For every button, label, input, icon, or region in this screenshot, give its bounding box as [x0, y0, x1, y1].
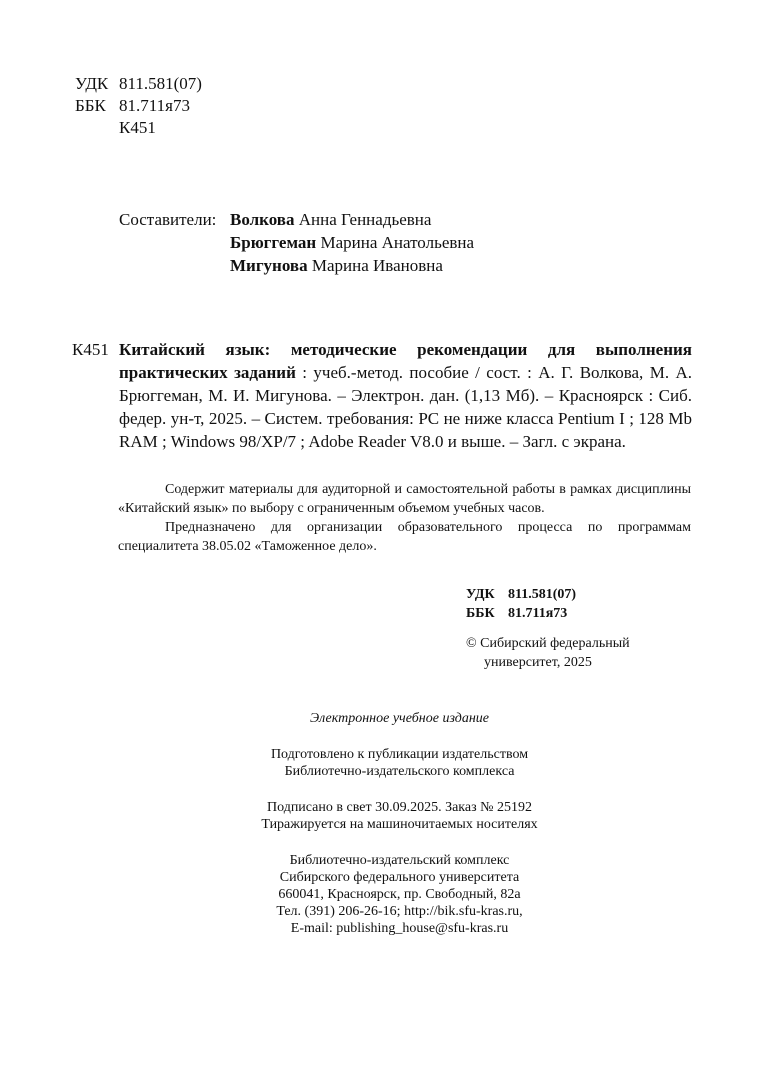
publisher-contacts: Тел. (391) 206-26-16; http://bik.sfu-kras.ru, [276, 904, 523, 919]
bbk-value: 81.711я73 [119, 96, 190, 115]
annotation [118, 480, 691, 556]
publisher-email: E-mail: publishing_house@sfu-kras.ru [290, 921, 509, 936]
compiler-surname: Брюггеман [230, 233, 317, 252]
copyright-notice [466, 634, 630, 672]
publisher-address: 660041, Красноярск, пр. Свободный, 82а [278, 887, 521, 902]
author-mark: К451 [119, 118, 156, 137]
edition-type: Электронное учебное издание [310, 711, 489, 726]
imprint-line: Подписано в свет 30.09.2025. Заказ № 25192 [266, 800, 532, 815]
publisher-name: Библиотечно-издательский комплекс [289, 853, 510, 868]
publisher-name: Сибирского федерального университета [279, 870, 520, 885]
udk-value: 811.581(07) [508, 587, 577, 602]
udk-value: 811.581(07) [119, 74, 202, 93]
copyright-line: университет, 2025 [484, 655, 592, 670]
book-title: Китайский язык: методические рекомендации для выполнения практических заданий [119, 340, 692, 382]
udk-label: УДК [75, 74, 109, 93]
bbk-value: 81.711я73 [508, 606, 568, 621]
copyright-line: © Сибирский федеральный [466, 636, 630, 651]
compiler-surname: Волкова [230, 210, 295, 229]
compilers-label: Составители: [119, 210, 217, 229]
compiler-name: Марина Ивановна [311, 256, 443, 275]
imprint-block [0, 710, 764, 937]
udk-label: УДК [466, 587, 495, 602]
classification-codes [75, 73, 202, 139]
biblio-code: К451 [72, 340, 109, 359]
bibliographic-record [72, 338, 692, 453]
classification-codes-repeat [466, 585, 576, 623]
compiler-name: Анна Геннадьевна [298, 210, 432, 229]
bbk-label: ББК [75, 96, 106, 115]
annotation-paragraph: Содержит материалы для аудиторной и самостоятельной работы в рамках дисциплины «Китайский язык» по выбору с ограниченным объемом учебных часов. [118, 482, 691, 516]
compiler-surname: Мигунова [230, 256, 308, 275]
compiler-name: Марина Анатольевна [320, 233, 475, 252]
annotation-paragraph: Предназначено для организации образовательного процесса по программам специалитета 38.05.02 «Таможенное дело». [118, 520, 691, 554]
imprint-line: Библиотечно-издательского комплекса [284, 764, 515, 779]
bbk-label: ББК [466, 606, 495, 621]
book-description: : учеб.-метод. пособие / сост. : А. Г. Волкова, М. А. Брюггеман, М. И. Мигунова. – Электрон. дан. (1,13 Мб). – Красноярск : Сиб. федер. ун-т, 2025. – Систем. требования: PC не ниже класса Pentium I ; 128 Mb RAM ; Windows 98/XP/7 ; Adobe Reader V8.0 и выше. – Загл. с экрана. [119, 363, 692, 451]
imprint-line: Подготовлено к публикации издательством [270, 747, 529, 762]
imprint-line: Тиражируется на машиночитаемых носителях [261, 817, 538, 832]
compilers-block [119, 208, 474, 277]
